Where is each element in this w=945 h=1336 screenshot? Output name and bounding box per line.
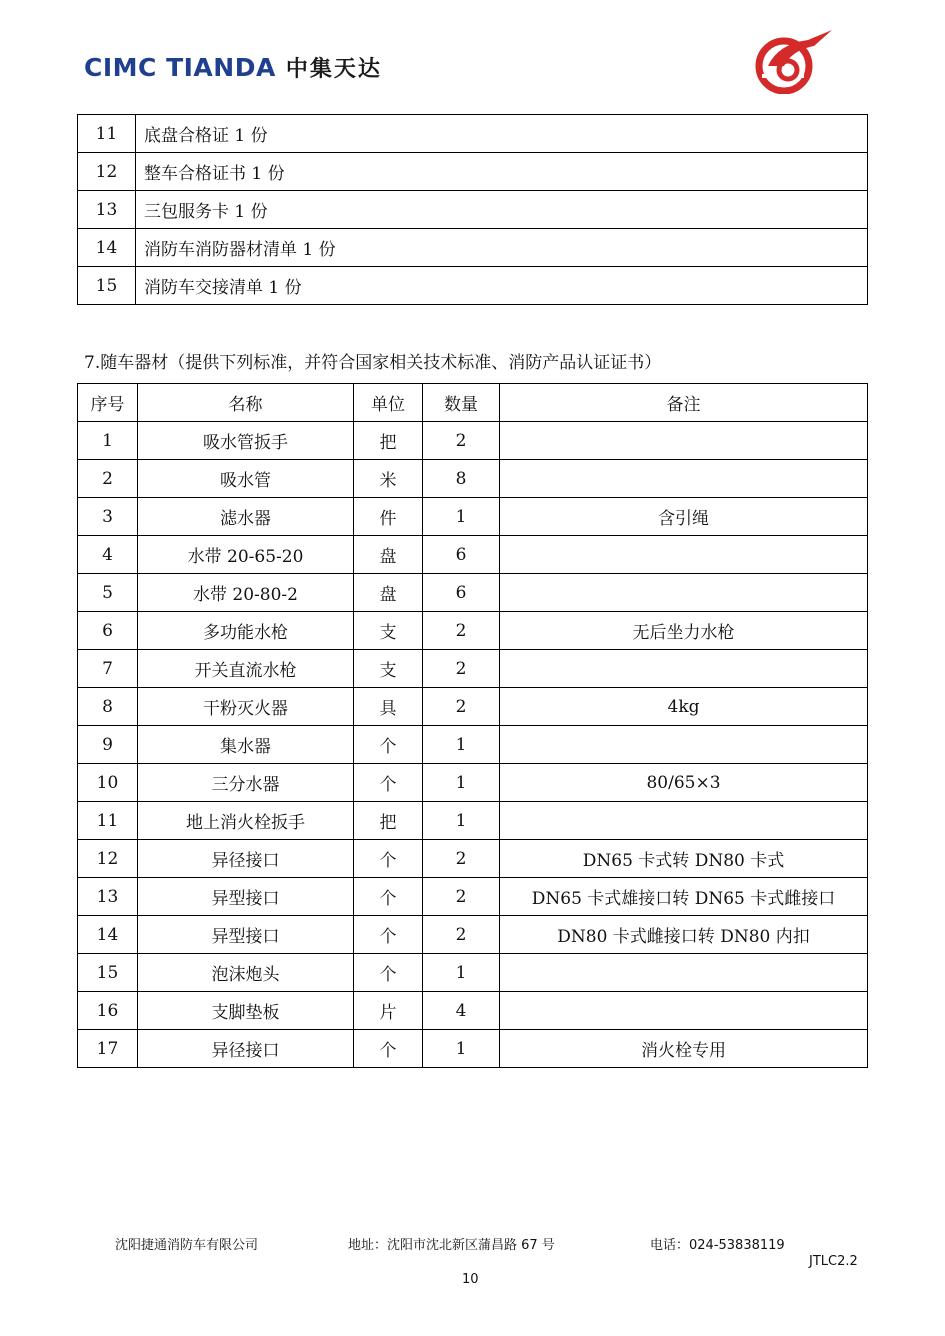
cell-qty: 1 xyxy=(423,498,500,536)
cell-qty: 6 xyxy=(423,574,500,612)
cell-unit: 支 xyxy=(354,612,423,650)
cell-note xyxy=(500,422,868,460)
section-title: 7.随车器材（提供下列标准，并符合国家相关技术标准、消防产品认证证书） xyxy=(84,353,662,373)
row-number: 11 xyxy=(78,115,136,153)
header-note: 备注 xyxy=(500,384,868,422)
documents-table xyxy=(77,114,868,305)
table-row xyxy=(78,612,868,650)
cell-note xyxy=(500,992,868,1030)
cell-seq: 7 xyxy=(78,650,138,688)
cell-unit: 个 xyxy=(354,954,423,992)
cell-unit: 盘 xyxy=(354,536,423,574)
cell-qty: 2 xyxy=(423,688,500,726)
cell-seq: 2 xyxy=(78,460,138,498)
table-row xyxy=(78,115,868,153)
table-row xyxy=(78,422,868,460)
cell-note: 80/65×3 xyxy=(500,764,868,802)
page-number: 10 xyxy=(462,1272,479,1287)
cell-qty: 2 xyxy=(423,916,500,954)
cell-name: 地上消火栓扳手 xyxy=(138,802,354,840)
footer-address: 地址：沈阳市沈北新区蒲昌路 67 号 xyxy=(348,1238,555,1253)
cell-name: 支脚垫板 xyxy=(138,992,354,1030)
cell-seq: 8 xyxy=(78,688,138,726)
cell-name: 异径接口 xyxy=(138,1030,354,1068)
cell-name: 三分水器 xyxy=(138,764,354,802)
table-row xyxy=(78,574,868,612)
cell-name: 滤水器 xyxy=(138,498,354,536)
cell-seq: 14 xyxy=(78,916,138,954)
table-row xyxy=(78,840,868,878)
cell-note: 含引绳 xyxy=(500,498,868,536)
table-row xyxy=(78,650,868,688)
cell-note xyxy=(500,574,868,612)
cell-unit: 片 xyxy=(354,992,423,1030)
cell-note: 无后坐力水枪 xyxy=(500,612,868,650)
cell-note: DN65 卡式雄接口转 DN65 卡式雌接口 xyxy=(500,878,868,916)
table-row xyxy=(78,954,868,992)
row-number: 14 xyxy=(78,229,136,267)
cell-note: DN80 卡式雌接口转 DN80 内扣 xyxy=(500,916,868,954)
table-row xyxy=(78,878,868,916)
cell-qty: 2 xyxy=(423,422,500,460)
cell-qty: 1 xyxy=(423,954,500,992)
footer-doc-code: JTLC2.2 xyxy=(809,1254,858,1269)
cell-note xyxy=(500,650,868,688)
cell-seq: 16 xyxy=(78,992,138,1030)
cell-name: 异型接口 xyxy=(138,878,354,916)
table-row xyxy=(78,460,868,498)
table-row xyxy=(78,688,868,726)
cell-unit: 个 xyxy=(354,726,423,764)
cell-unit: 个 xyxy=(354,764,423,802)
row-text: 消防车消防器材清单 1 份 xyxy=(136,229,868,267)
table-row xyxy=(78,229,868,267)
table-row xyxy=(78,267,868,305)
table-row xyxy=(78,764,868,802)
cell-unit: 盘 xyxy=(354,574,423,612)
header-unit: 单位 xyxy=(354,384,423,422)
cell-name: 开关直流水枪 xyxy=(138,650,354,688)
header-name: 名称 xyxy=(138,384,354,422)
row-text: 三包服务卡 1 份 xyxy=(136,191,868,229)
cell-qty: 1 xyxy=(423,802,500,840)
cell-qty: 8 xyxy=(423,460,500,498)
cell-note xyxy=(500,802,868,840)
row-number: 12 xyxy=(78,153,136,191)
row-number: 13 xyxy=(78,191,136,229)
cell-qty: 1 xyxy=(423,726,500,764)
cell-unit: 支 xyxy=(354,650,423,688)
row-text: 整车合格证书 1 份 xyxy=(136,153,868,191)
header-logo xyxy=(84,52,382,83)
cell-name: 吸水管扳手 xyxy=(138,422,354,460)
cell-name: 泡沫炮头 xyxy=(138,954,354,992)
cell-unit: 个 xyxy=(354,916,423,954)
cell-note: 消火栓专用 xyxy=(500,1030,868,1068)
logo-chinese-text: 中集天达 xyxy=(285,57,382,82)
cell-unit: 米 xyxy=(354,460,423,498)
cell-name: 水带 20-80-2 xyxy=(138,574,354,612)
cell-unit: 件 xyxy=(354,498,423,536)
cell-name: 干粉灭火器 xyxy=(138,688,354,726)
row-text: 消防车交接清单 1 份 xyxy=(136,267,868,305)
cell-name: 异型接口 xyxy=(138,916,354,954)
cell-seq: 4 xyxy=(78,536,138,574)
cell-name: 多功能水枪 xyxy=(138,612,354,650)
cell-qty: 2 xyxy=(423,878,500,916)
row-number: 15 xyxy=(78,267,136,305)
cell-seq: 3 xyxy=(78,498,138,536)
cell-seq: 13 xyxy=(78,878,138,916)
cell-unit: 个 xyxy=(354,878,423,916)
cell-unit: 个 xyxy=(354,840,423,878)
table-row xyxy=(78,536,868,574)
cell-note xyxy=(500,954,868,992)
header-seq: 序号 xyxy=(78,384,138,422)
cell-unit: 个 xyxy=(354,1030,423,1068)
cell-qty: 2 xyxy=(423,612,500,650)
table-row xyxy=(78,802,868,840)
cell-seq: 9 xyxy=(78,726,138,764)
table-row xyxy=(78,153,868,191)
cell-qty: 2 xyxy=(423,840,500,878)
header-qty: 数量 xyxy=(423,384,500,422)
cell-name: 集水器 xyxy=(138,726,354,764)
cell-name: 水带 20-65-20 xyxy=(138,536,354,574)
table-row xyxy=(78,916,868,954)
table-row xyxy=(78,726,868,764)
cell-seq: 5 xyxy=(78,574,138,612)
cell-qty: 2 xyxy=(423,650,500,688)
cell-qty: 1 xyxy=(423,764,500,802)
table-row xyxy=(78,498,868,536)
cell-seq: 12 xyxy=(78,840,138,878)
cell-seq: 11 xyxy=(78,802,138,840)
cell-name: 吸水管 xyxy=(138,460,354,498)
table-row xyxy=(78,1030,868,1068)
cell-seq: 6 xyxy=(78,612,138,650)
cell-note xyxy=(500,726,868,764)
cell-seq: 10 xyxy=(78,764,138,802)
cell-seq: 1 xyxy=(78,422,138,460)
row-text: 底盘合格证 1 份 xyxy=(136,115,868,153)
cell-note: DN65 卡式转 DN80 卡式 xyxy=(500,840,868,878)
table-row xyxy=(78,191,868,229)
cell-note xyxy=(500,536,868,574)
cell-qty: 4 xyxy=(423,992,500,1030)
company-emblem-icon xyxy=(748,26,834,94)
table-row xyxy=(78,992,868,1030)
cell-unit: 把 xyxy=(354,802,423,840)
cell-unit: 具 xyxy=(354,688,423,726)
cell-seq: 17 xyxy=(78,1030,138,1068)
cell-note: 4kg xyxy=(500,688,868,726)
equipment-table xyxy=(77,383,868,1068)
footer-company: 沈阳捷通消防车有限公司 xyxy=(115,1238,259,1253)
cell-note xyxy=(500,460,868,498)
cell-name: 异径接口 xyxy=(138,840,354,878)
table-header-row xyxy=(78,384,868,422)
cell-seq: 15 xyxy=(78,954,138,992)
footer-phone: 电话：024-53838119 xyxy=(650,1238,785,1253)
logo-text: CIMC TIANDA xyxy=(84,53,276,82)
cell-qty: 6 xyxy=(423,536,500,574)
cell-unit: 把 xyxy=(354,422,423,460)
cell-qty: 1 xyxy=(423,1030,500,1068)
